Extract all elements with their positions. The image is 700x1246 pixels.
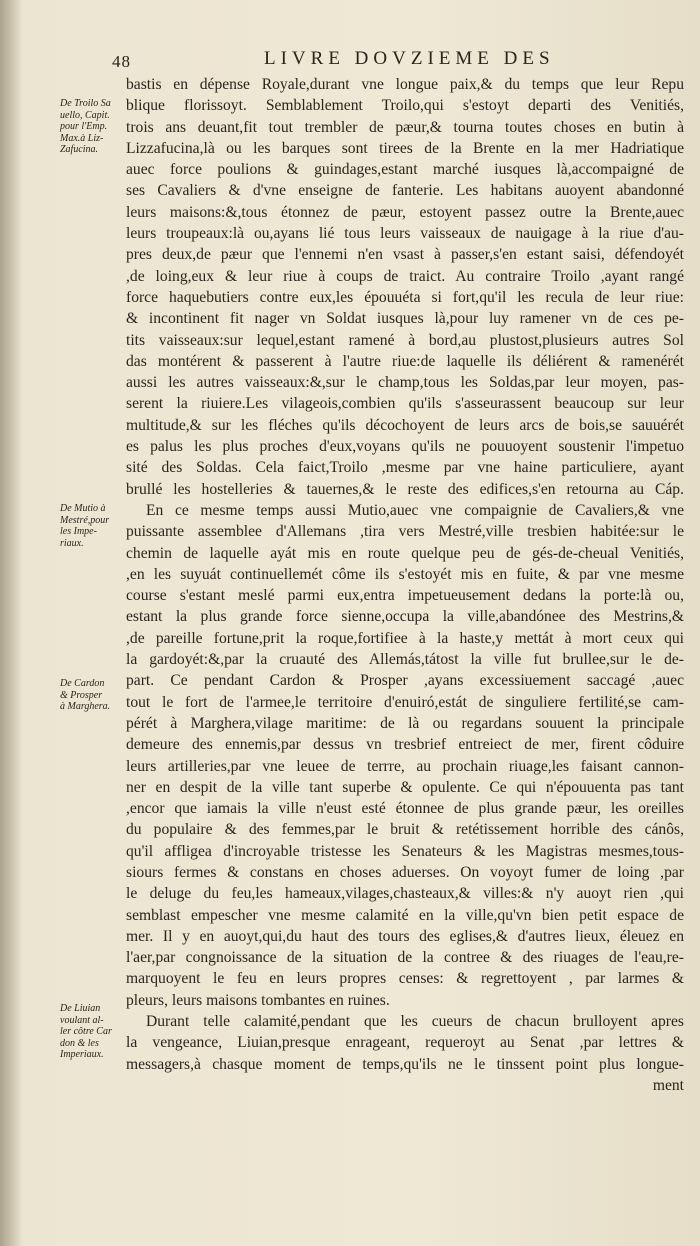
margin-note-line: uello, Capit.: [60, 109, 110, 121]
margin-note-line: ler côtre Car: [60, 1026, 112, 1037]
text-line: tout le fort de l'armee,le territoire d'enuiró,estát de singuliere fertilité,se cam-: [126, 693, 684, 711]
margin-note-line: pour l'Emp.: [60, 121, 108, 132]
text-line: l'aer,par congnoissance de la situation de la contree & des riuages de l'eau,re-: [126, 949, 684, 967]
text-line: Durant telle calamité,pendant que les cueurs de chacun brulloyent apres: [146, 1013, 684, 1031]
text-line: serent la riuiere.Les vilageois,combien qu'ils s'asseurassent beaucoup sur leur: [126, 395, 684, 413]
text-line: pres deux,de pæur que l'ennemi n'en vsast à passer,s'en estant saisi, défendoyét: [126, 246, 684, 264]
margin-note-line: don & les: [60, 1037, 99, 1049]
margin-note-line: voulant al-: [60, 1014, 104, 1026]
text-line: ner en despit de la ville tant superbe & opulente. Ce qui n'épouuenta pas tant: [126, 778, 684, 796]
text-line: bastis en dépense Royale,durant vne longue paix,& du temps que leur Repu: [126, 76, 684, 93]
text-line: aussi les autres vaisseaux:&,sur le champ,tous les Soldas,par leur moyen, pas-: [126, 374, 684, 392]
text-line: tits vaisseaux:sur lequel,estant ramené à bord,au plustost,plusieurs autres Sol: [126, 331, 684, 349]
text-line: messagers,à chasque moment de temps,qu'ils ne le tinssent point plus longue-: [126, 1055, 684, 1073]
text-line: force haquebutiers contre eux,les épouuéta si fort,qu'il les recula de leur riue:: [126, 288, 684, 306]
running-head: LIVRE DOVZIEME DES: [264, 48, 555, 69]
text-line: part. Ce pendant Cardon & Prosper ,ayans excessiuement saccagé ,auec: [126, 672, 684, 690]
margin-note-line: De Mutio à: [60, 503, 106, 514]
margin-note-line: Imperiaux.: [60, 1049, 104, 1060]
margin-note-troilo: [60, 98, 126, 156]
text-line: leurs artilleries,par vne leuee de terrre, au prochain riuage,les faisant cannon-: [126, 757, 684, 775]
text-line: Lizzafucina,là ou les barques sont tirees de la Brente en la mer Hadriatique: [126, 139, 684, 157]
margin-note-line: De Liuian: [60, 1003, 101, 1014]
margin-note-line: & Prosper: [60, 689, 103, 701]
text-line: siours fermes & constans en choses aduerses. On voyoyt fumer de loing ,par: [126, 863, 684, 881]
text-line: multitude,& sur les fléches qu'ils décochoyent de leurs arcs de bois,se sauuérét: [126, 416, 684, 434]
text-line: ,encor que iamais la ville n'eust esté étonnee de plus grande pæur, les oreilles: [126, 800, 684, 818]
margin-note-line: à Marghera.: [60, 701, 111, 712]
text-line: estant la plus grande force sienne,occupa la ville,abandónee des Mestrins,&: [126, 608, 684, 626]
margin-note-mutio: [60, 503, 126, 549]
text-line: demeure des ennemis,par dessus vn tresbrief entreiect de mer, firent côduire: [126, 736, 684, 754]
text-line: sité des Soldas. Cela faict,Troilo ,mesme par vne haine particuliere, ayant: [126, 459, 684, 477]
text-line: brullé les hostelleries & tauernes,& le reste des edifices,s'en retourna au Cáp.: [126, 480, 684, 498]
text-line: la gardoyét:&,par la cruauté des Allemás,tátost la ville fut brullee,sur le de-: [126, 651, 684, 669]
text-line: le deluge du feu,les hameaux,vilages,chasteaux,& villes:& n'y auoyt rien ,qui: [126, 885, 684, 903]
text-line: leurs troupeaux:là ou,ayans lié tous leurs vaisseaux de nauigage à la riue d'au-: [126, 225, 684, 243]
text-line: du populaire & des femmes,par le bruit & retétissement horrible des cánôs,: [126, 821, 684, 839]
text-line: & incontinent fit nager vn Soldat iusques là,pour luy ramener vn de ces pe-: [126, 310, 684, 328]
catchword: ment: [652, 1076, 684, 1094]
text-line: es palus les plus proches d'eux,voyans qu'ils ne pouuoyent soustenir l'impetuo: [126, 438, 684, 456]
text-line: chemin de laquelle ayát mis en route quelque peu de gés-de-cheual Venitiés,: [126, 544, 684, 562]
text-line: das montérent & passerent à l'autre riue:de laquelle ils déliérent & ramenérét: [126, 352, 684, 370]
text-line: blique florissoyt. Semblablement Troilo,qui s'estoyt departi des Venitiés,: [126, 97, 684, 115]
text-line: pérét à Marghera,vilage maritime: de là ou regardans souuent la principale: [126, 714, 684, 732]
text-line: ,en les suyuát continuellemét côme ils s'estoyét mis en fuite, & par vne mesme: [126, 565, 684, 583]
text-line: En ce mesme temps aussi Mutio,auec vne compaignie de Cavaliers,& vne: [146, 501, 684, 519]
page-number: 48: [112, 52, 131, 71]
text-line: ,de pareille fortune,prit la roque,fortifiee à la haste,y mettát à mort ceux qui: [126, 629, 684, 647]
body-text: [126, 74, 684, 1096]
text-line: qu'il affligea d'incroyable tristesse les Senateurs & les Magistras mesmes,tous-: [126, 842, 684, 860]
text-line: puissante assemblee d'Allemans ,tira vers Mestré,ville tresbien habitée:sur le: [126, 523, 684, 541]
text-line: course s'estant meslé parmi eux,entra impetueusement dedans la porte:là ou,: [126, 587, 684, 605]
margin-note-line: Mestré,pour: [60, 514, 110, 526]
text-line: auec force poulions & guindages,estant marché iusques là,accompaigné de: [126, 161, 684, 179]
margin-note-line: De Troilo Sa: [60, 98, 111, 109]
text-line: marquoyent le feu en leurs propres censes: & regrettoyent , par larmes &: [126, 970, 684, 988]
margin-note-line: Max.à Liz-: [60, 132, 104, 144]
margin-note-cardon: [60, 678, 126, 713]
text-line: mer. Il y en auoyt,qui,du haut des tours des eglises,& d'autres lieux, éleuez en: [126, 927, 684, 945]
text-line: ses Cavaliers & d'vne enseigne de fanterie. Les habitans auoyent abandonné: [126, 182, 684, 200]
gutter-shadow: [0, 0, 22, 1246]
margin-note-line: De Cardon: [60, 678, 105, 689]
text-line: semblast empescher vne mesme calamité en la ville,qu'vn bien petit espace de: [126, 906, 684, 924]
margin-note-liuian: [60, 1003, 126, 1061]
margin-note-line: Zafucina.: [60, 144, 99, 155]
margin-note-line: les Impe-: [60, 526, 97, 537]
text-line: leurs maisons:&,tous étonnez de pæur, estoyent passez outre la Brente,auec: [126, 203, 684, 221]
text-line: la vengeance, Liuian,presque enrageant, requeroyt au Senat ,par lettres &: [126, 1034, 684, 1052]
text-line: pleurs, leurs maisons tombantes en ruines.: [126, 991, 390, 1009]
margin-note-line: riaux.: [60, 537, 84, 549]
text-line: ,de loing,eux & leur riue à coups de traict. Au contraire Troilo ,ayant rangé: [126, 267, 684, 285]
text-line: trois ans deuant,fit tout trembler de pæur,& tourna toutes choses en butin à: [126, 118, 684, 136]
